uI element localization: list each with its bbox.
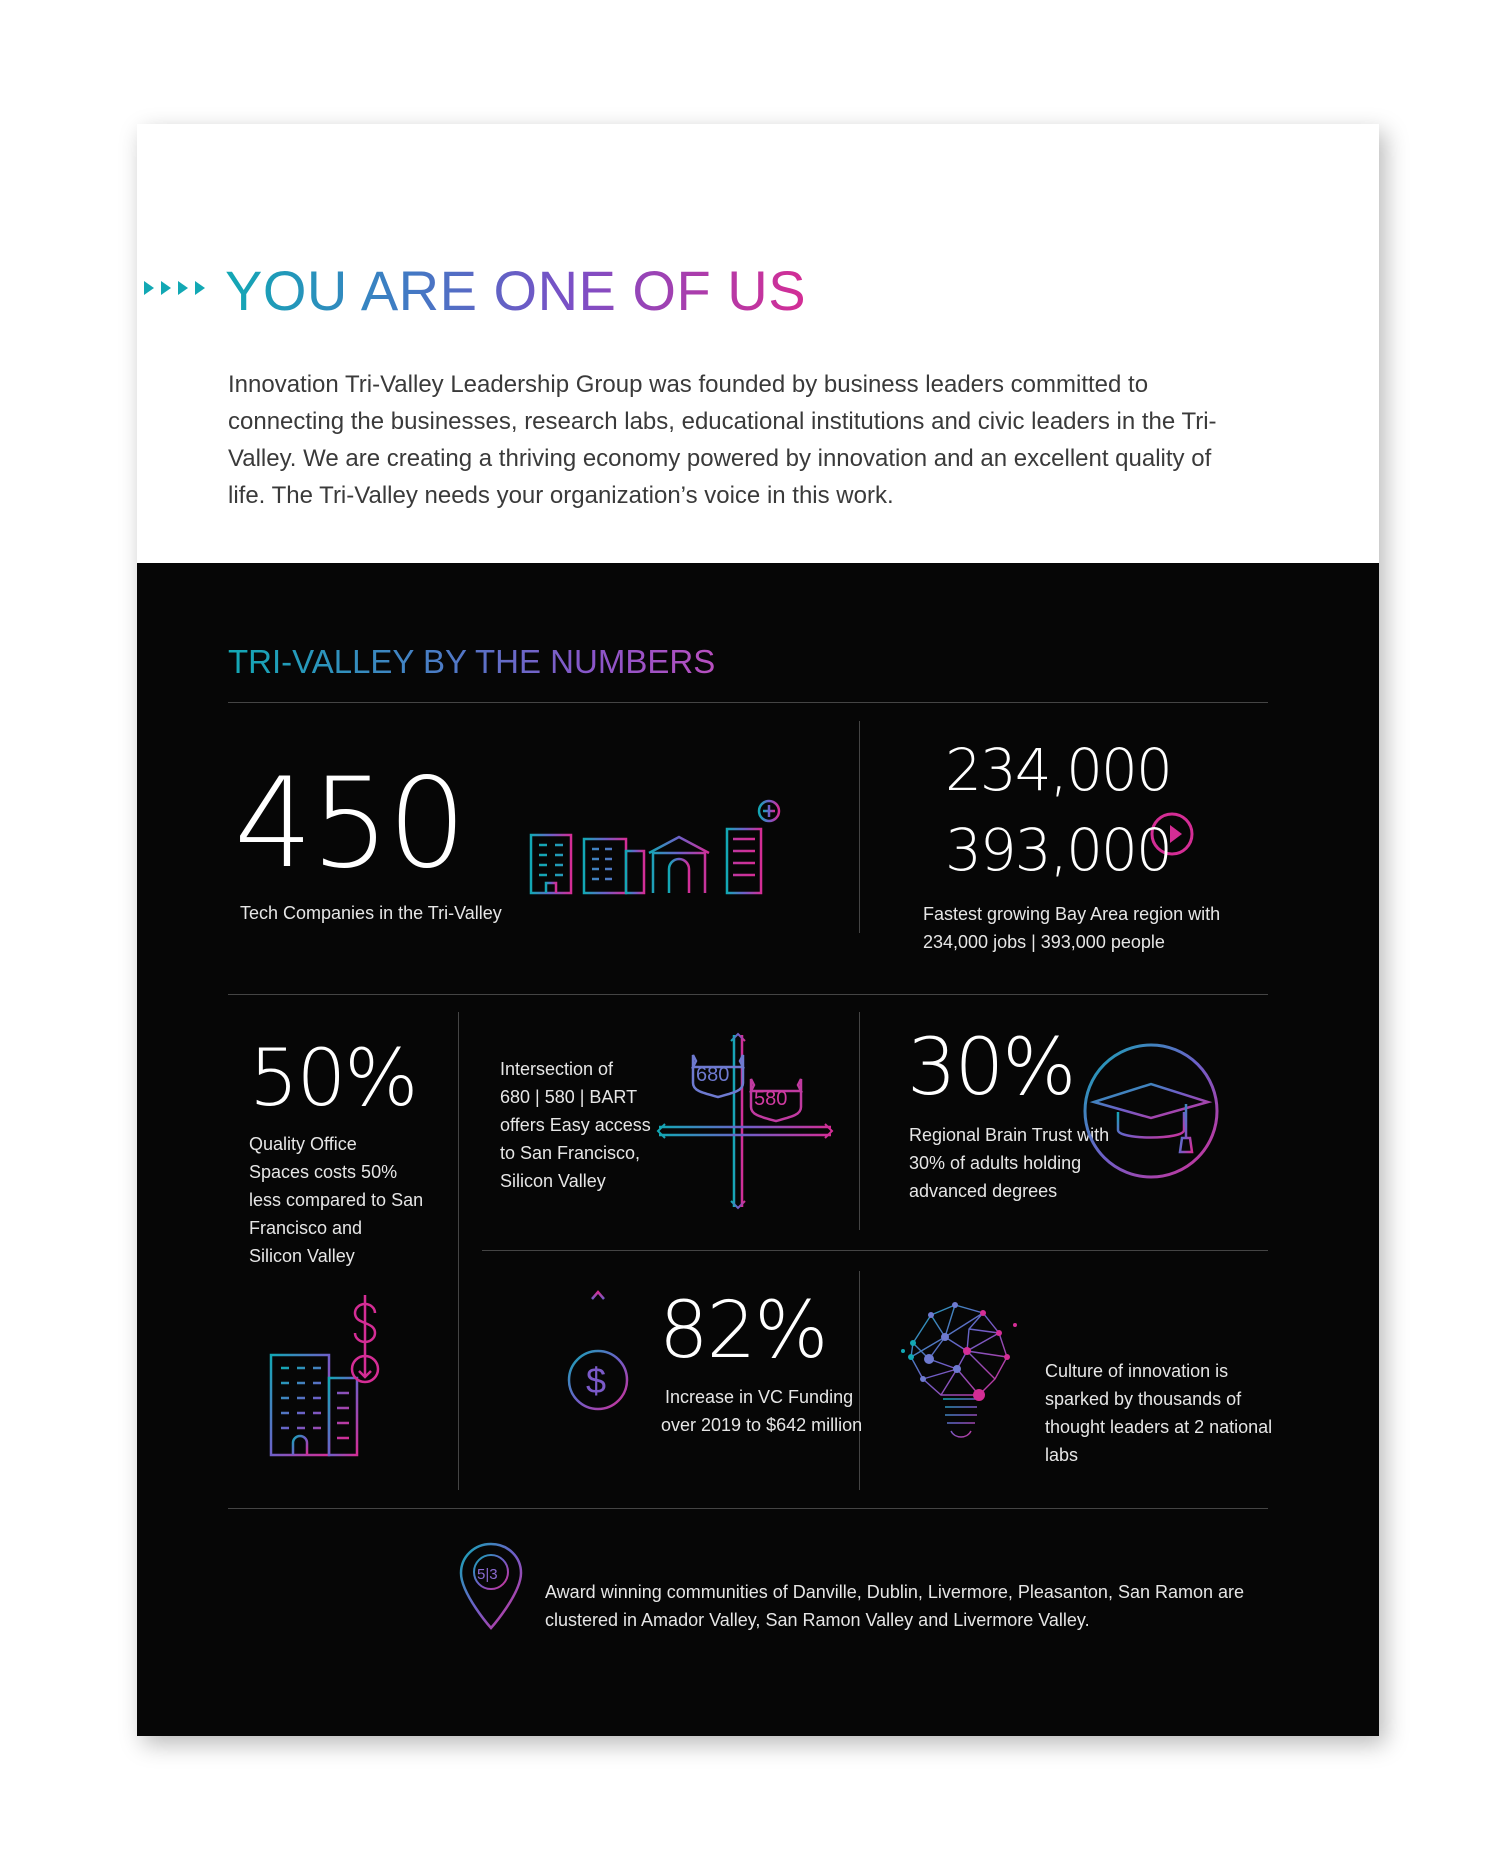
- growth-label-line1: Fastest growing Bay Area region with: [923, 904, 1221, 924]
- dollar-arrow-icon: [567, 1290, 637, 1450]
- divider: [482, 1250, 1268, 1251]
- pin-label: 5|3: [477, 1566, 498, 1583]
- brain-trust-line: advanced degrees: [909, 1181, 1058, 1201]
- vc-funding-line1: Increase in VC Funding: [665, 1387, 854, 1407]
- intro-section: [137, 124, 1379, 563]
- page-title: YOU ARE ONE OF US: [225, 259, 807, 322]
- highway-line: to San Francisco,: [500, 1143, 641, 1163]
- lightbulb-network-icon: [899, 1299, 1019, 1441]
- labs-line: labs: [1045, 1445, 1079, 1465]
- route-580-label: 580: [754, 1088, 788, 1110]
- brochure-page: [137, 124, 1379, 1736]
- brain-trust-line: 30% of adults holding: [909, 1153, 1082, 1173]
- office-value: 50%: [249, 1034, 417, 1124]
- people-value: 393,000: [945, 816, 1171, 884]
- vc-funding-line2: over 2019 to $642 million: [661, 1415, 863, 1435]
- divider: [228, 702, 1268, 703]
- numbers-section: [137, 563, 1379, 1736]
- office-line: Quality Office: [249, 1134, 357, 1154]
- brain-trust-value: 30%: [907, 1023, 1075, 1113]
- tech-companies-value: 450: [234, 752, 465, 896]
- dollar-sign: $: [586, 1360, 607, 1401]
- highway-intersection-icon: [655, 1033, 835, 1209]
- jobs-value: 234,000: [945, 736, 1171, 804]
- communities-line1: Award winning communities of Danville, Dublin, Livermore, Pleasanton, San Ramon are: [545, 1582, 1245, 1602]
- highway-line: Intersection of: [500, 1059, 614, 1079]
- communities-line2: clustered in Amador Valley, San Ramon Valley and Livermore Valley.: [545, 1610, 1090, 1630]
- route-680-label: 680: [696, 1064, 730, 1086]
- highway-line: Silicon Valley: [500, 1171, 606, 1191]
- section-title: TRI-VALLEY BY THE NUMBERS: [228, 643, 716, 680]
- highway-line: offers Easy access: [500, 1115, 651, 1135]
- office-line: less compared to San: [249, 1190, 424, 1210]
- office-line: Spaces costs 50%: [249, 1162, 398, 1182]
- highway-line: 680 | 580 | BART: [500, 1087, 638, 1107]
- office-line: Francisco and: [249, 1218, 363, 1238]
- divider: [859, 1012, 860, 1230]
- city-buildings-icon: [519, 793, 801, 895]
- labs-line: sparked by thousands of: [1045, 1389, 1242, 1409]
- map-pin-icon: [459, 1542, 523, 1632]
- office-line: Silicon Valley: [249, 1246, 355, 1266]
- graduation-cap-icon: [1082, 1042, 1220, 1180]
- divider: [859, 721, 860, 933]
- divider: [228, 1508, 1268, 1509]
- labs-line: Culture of innovation is: [1045, 1361, 1229, 1381]
- tech-companies-label: Tech Companies in the Tri-Valley: [240, 903, 502, 923]
- vc-funding-value: 82%: [659, 1286, 827, 1376]
- office-building-dollar-icon: [269, 1293, 379, 1458]
- chevron-arrows-icon: [144, 279, 214, 297]
- intro-paragraph: Innovation Tri-Valley Leadership Group was founded by business leaders committed to connecting the businesses, research labs, educational institutions and civic leaders in the Tri-Valley. We are creating a thriving economy powered by innovation and an excellent quality of life. The Tri-Valley needs your organization’s voice in this work.: [228, 371, 1217, 509]
- growth-label-line2: 234,000 jobs | 393,000 people: [923, 932, 1165, 952]
- divider: [228, 994, 1268, 995]
- labs-line: thought leaders at 2 national: [1045, 1417, 1273, 1437]
- divider: [859, 1271, 860, 1490]
- brain-trust-line: Regional Brain Trust with: [909, 1125, 1110, 1145]
- divider: [458, 1012, 459, 1490]
